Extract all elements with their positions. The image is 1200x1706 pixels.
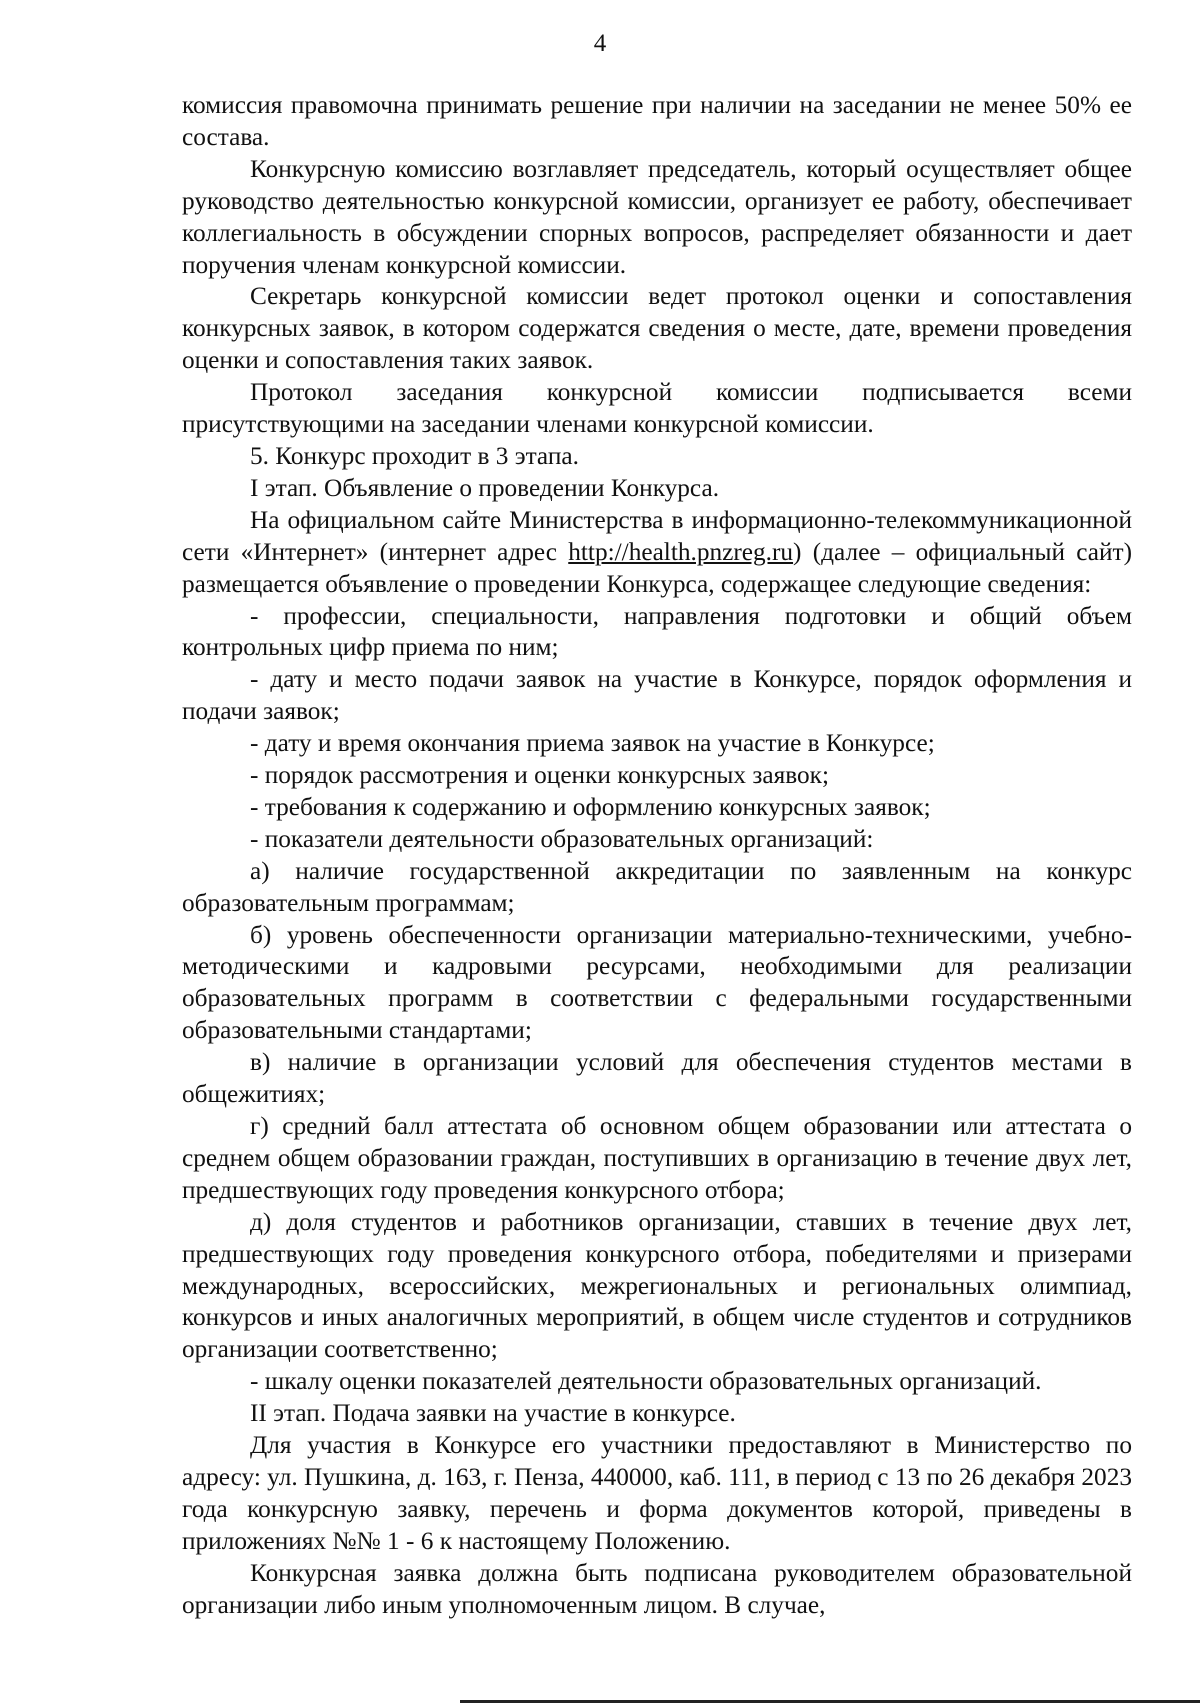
list-item: а) наличие государственной аккредитации по заявленным на конкурс образовательным программам; [182,856,1132,917]
page-number: 4 [593,30,607,57]
paragraph-protocol: Протокол заседания конкурсной комиссии подписывается всеми присутствующими на заседании членами конкурсной комиссии. [182,378,1132,439]
list-item: - требования к содержанию и оформлению конкурсных заявок; [250,792,931,821]
list-item: б) уровень обеспеченности организации материально-техническими, учебно-методическими и кадровыми ресурсами, необходимыми для реализации образовательных программ в соответствии с федеральными государственными образовательными стандартами; [182,920,1132,1045]
paragraph-signature: Конкурсная заявка должна быть подписана руководителем образовательной организации либо иным уполномоченным лицом. В случае, [182,1558,1132,1619]
page-bottom-edge [460,1700,1200,1703]
paragraph-stage-2: II этап. Подача заявки на участие в конкурсе. [250,1399,736,1428]
paragraph-stage-1: I этап. Объявление о проведении Конкурса. [250,473,720,502]
paragraph-chairman: Конкурсную комиссию возглавляет председатель, который осуществляет общее руководство деятельностью конкурсной комиссии, организует ее работу, обеспечивает коллегиальность в обсуждении спорных вопросов, распределяет обязанности и дает поручения членам конкурсной комиссии. [182,154,1132,279]
paragraph-submission: Для участия в Конкурсе его участники предоставляют в Министерство по адресу: ул. Пушкина, д. 163, г. Пенза, 440000, каб. 111, в период с 13 по 26 декабря 2023 года конкурсную заявку, перечень и форма документов которой, приведены в приложениях №№ 1 - 6 к настоящему Положению. [182,1431,1132,1555]
list-item: - шкалу оценки показателей деятельности образовательных организаций. [250,1367,1042,1396]
list-item: г) средний балл аттестата об основном общем образовании или аттестата о среднем общем образовании граждан, поступивших в организацию в течение двух лет, предшествующих году проведения конкурсного отбора; [182,1112,1132,1204]
paragraph-stages: 5. Конкурс проходит в 3 этапа. [250,441,579,470]
official-site-link[interactable]: http://health.pnzreg.ru [568,537,794,566]
document-body [182,90,1132,1622]
list-item: - дату и место подачи заявок на участие в Конкурсе, порядок оформления и подачи заявок; [182,665,1132,726]
list-item: - порядок рассмотрения и оценки конкурсных заявок; [250,761,829,790]
list-item: - показатели деятельности образовательных организаций: [250,824,874,853]
paragraph-announcement [182,505,1132,601]
paragraph-secretary: Секретарь конкурсной комиссии ведет протокол оценки и сопоставления конкурсных заявок, в котором содержатся сведения о месте, дате, времени проведения оценки и сопоставления таких заявок. [182,282,1132,375]
list-item: - дату и время окончания приема заявок на участие в Конкурсе; [250,729,935,758]
announcement-text-after: ) (далее – официальный сайт) размещается объявление о проведении Конкурса, содержащее следующие сведения: [182,537,1132,598]
announcement-text-before: На официальном сайте Министерства в информационно-телекоммуникационной сети «Интернет» (интернет адрес [182,505,1132,566]
list-item: в) наличие в организации условий для обеспечения студентов местами в общежитиях; [182,1048,1132,1109]
paragraph-quorum: комиссия правомочна принимать решение при наличии на заседании не менее 50% ее состава. [182,91,1132,151]
list-item: - профессии, специальности, направления подготовки и общий объем контрольных цифр приема по ним; [182,601,1132,662]
list-item: д) доля студентов и работников организации, ставших в течение двух лет, предшествующих году проведения конкурсного отбора, победителями и призерами международных, всероссийских, межрегиональных и региональных олимпиад, конкурсов и иных аналогичных мероприятий, в общем числе студентов и сотрудников организации соответственно; [182,1207,1132,1364]
